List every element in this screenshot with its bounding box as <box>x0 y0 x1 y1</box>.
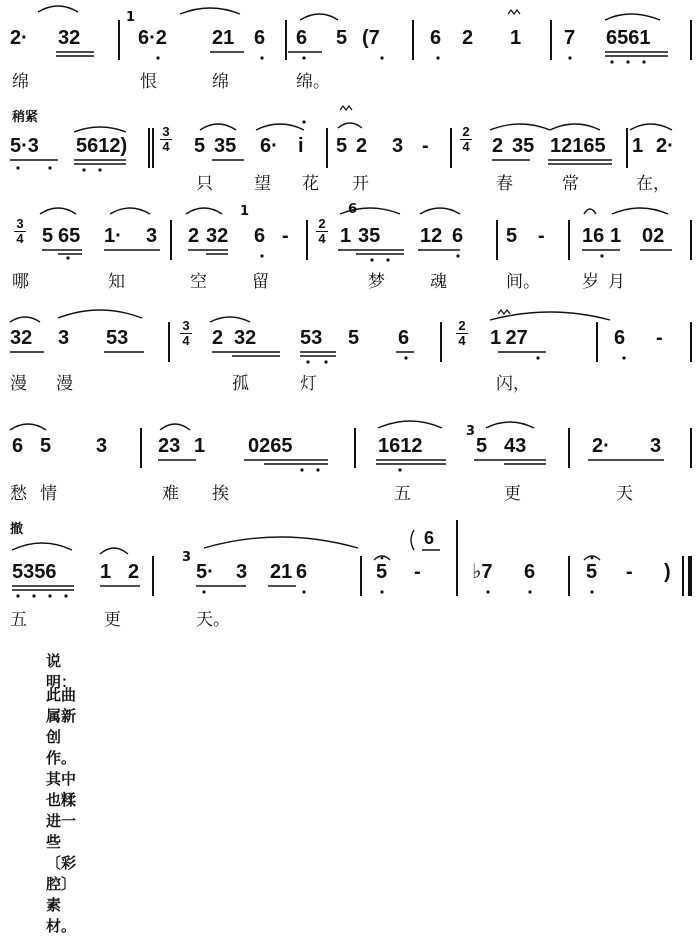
note-group: 2 <box>492 135 504 157</box>
note-group: 5 <box>194 135 206 157</box>
note-group: 6 <box>254 27 266 49</box>
barline <box>626 128 628 168</box>
grace-note: 6 <box>348 202 358 217</box>
note-group: ) <box>664 561 671 583</box>
note-group: 6 <box>430 27 442 49</box>
barline <box>690 322 692 362</box>
lyric: 哪 <box>12 272 29 292</box>
note-group: 3 <box>146 225 158 247</box>
barline <box>170 220 172 260</box>
note-group: 6 <box>254 225 266 247</box>
lyric: 天 <box>616 484 633 504</box>
barline <box>306 220 308 260</box>
lyric: 孤 <box>232 374 249 394</box>
note-group: 5 <box>348 327 360 349</box>
lyric: 天。 <box>196 610 230 630</box>
note-group: 1 <box>490 327 502 349</box>
note-group: 1612 <box>378 435 423 457</box>
note-group: 7 <box>564 27 576 49</box>
note-group: 1 <box>194 435 206 457</box>
note-group: 35 <box>214 135 237 157</box>
note-group: 6 <box>12 435 24 457</box>
time-signature: 2 4 <box>460 126 472 153</box>
note-group: 32 <box>58 27 81 49</box>
note-group: 3 <box>236 561 248 583</box>
grace-note: 3 <box>182 550 192 565</box>
barline <box>690 428 692 468</box>
barline <box>118 20 120 60</box>
lyric: 情 <box>40 484 57 504</box>
note-group: 6 <box>296 27 308 49</box>
note-group: i <box>298 135 304 157</box>
time-signature: 3 4 <box>180 320 192 347</box>
note-group: 3 <box>96 435 108 457</box>
grace-note: 1 <box>126 10 136 25</box>
barline <box>412 20 414 60</box>
note-group: 2 <box>212 327 224 349</box>
note-group: - <box>282 225 289 247</box>
barline <box>550 20 552 60</box>
score-row-3 <box>0 200 700 300</box>
note-group: 1 <box>340 225 352 247</box>
note-group: 5 <box>376 561 388 583</box>
lyric: 漫 <box>10 374 27 394</box>
lyric: 恨 <box>140 72 157 92</box>
note-group: - <box>422 135 429 157</box>
note-group: 53 <box>300 327 323 349</box>
grace-note: 1 <box>240 204 250 219</box>
lyric: 空 <box>190 272 207 292</box>
note-group: ♭7 <box>472 561 493 583</box>
note-group: 65 <box>58 225 81 247</box>
note-group: 5·3 <box>10 135 39 157</box>
barline <box>596 322 598 362</box>
lyric: 愁 <box>10 484 27 504</box>
lyric: 在， <box>636 174 670 194</box>
note-group: 2 <box>356 135 368 157</box>
note-group: 5356 <box>12 561 57 583</box>
note-group: 5· <box>196 561 214 583</box>
score-row-6 <box>0 510 700 640</box>
note-group: 5 <box>336 135 348 157</box>
lyric: 挨 <box>212 484 229 504</box>
time-signature: 2 4 <box>456 320 468 347</box>
lyric: 魂 <box>430 272 447 292</box>
note-group: 2· <box>656 135 674 157</box>
lyric: 只 <box>196 174 213 194</box>
final-barline <box>688 556 692 596</box>
lyric: 漫 <box>56 374 73 394</box>
note-group: 6561 <box>606 27 651 49</box>
note-group: 6 <box>452 225 464 247</box>
note-group: 6· <box>260 135 278 157</box>
note-group: 5 <box>42 225 54 247</box>
note-group: 6 <box>398 327 410 349</box>
lyric: 月 <box>608 272 625 292</box>
barline <box>440 322 442 362</box>
barline <box>148 128 150 168</box>
note-group: 5612) <box>76 135 128 157</box>
row-4-slurs <box>0 300 700 400</box>
note-group: 21 <box>270 561 293 583</box>
note-group: 2· <box>592 435 610 457</box>
barline <box>168 322 170 362</box>
note-group: 2 <box>128 561 140 583</box>
note-group: 27 <box>500 327 528 349</box>
ornament-mark: 撤 <box>10 522 24 537</box>
note-group: - <box>538 225 545 247</box>
note-group: 6 <box>424 528 435 548</box>
barline <box>568 220 570 260</box>
lyric: 五 <box>394 484 411 504</box>
note-group: 5 <box>586 561 598 583</box>
barline <box>496 220 498 260</box>
note-group: 6·2 <box>138 27 167 49</box>
note-group: 02 <box>642 225 665 247</box>
time-signature: 2 4 <box>316 218 328 245</box>
lyric: 绵。 <box>296 72 330 92</box>
note-group: 43 <box>504 435 527 457</box>
lyric: 更 <box>104 610 121 630</box>
score-row-1 <box>0 0 700 100</box>
lyric: 常 <box>562 174 579 194</box>
row-1-slurs <box>0 0 700 100</box>
score-row-5 <box>0 400 700 510</box>
tempo-mark: 稍紧 <box>12 110 39 125</box>
note-group: 1 <box>610 225 622 247</box>
note-group: - <box>414 561 421 583</box>
lyric: 花 <box>302 174 319 194</box>
barline <box>690 220 692 260</box>
lyric: 难 <box>162 484 179 504</box>
note-group: 35 <box>512 135 535 157</box>
note-body: 此曲属新创作。其中也糅进一些〔彩腔〕素材。 <box>46 686 77 935</box>
note-group: 32 <box>234 327 257 349</box>
note-group: 12165 <box>550 135 606 157</box>
lyric: 留 <box>252 272 269 292</box>
barline <box>568 428 570 468</box>
note-group: 5 <box>336 27 348 49</box>
note-group: 1 <box>632 135 644 157</box>
barline <box>450 128 452 168</box>
lyric: 开 <box>352 174 369 194</box>
score-row-2 <box>0 100 700 200</box>
note-group: 1 <box>100 561 112 583</box>
note-group: 21 <box>212 27 235 49</box>
note-group: 16 <box>582 225 605 247</box>
note-group: 1· <box>104 225 122 247</box>
note-group: 6 <box>524 561 536 583</box>
note-group: 5 <box>506 225 518 247</box>
barline <box>152 556 154 596</box>
lyric: 绵 <box>212 72 229 92</box>
note-group: 32 <box>10 327 33 349</box>
lyric: 五 <box>10 610 27 630</box>
note-group: 32 <box>206 225 229 247</box>
note-group: 6 <box>614 327 626 349</box>
lyric: 梦 <box>368 272 385 292</box>
note-group: 35 <box>358 225 381 247</box>
barline <box>682 556 684 596</box>
grace-note: 3 <box>466 424 476 439</box>
barline <box>140 428 142 468</box>
barline <box>152 128 154 168</box>
lyric: 望 <box>254 174 271 194</box>
time-signature: 3 4 <box>160 126 172 153</box>
lyric: 间。 <box>506 272 540 292</box>
lyric: 春 <box>496 174 513 194</box>
barline <box>285 20 287 60</box>
note-group: (7 <box>362 27 380 49</box>
barline <box>326 128 328 168</box>
note-group: 2· <box>10 27 28 49</box>
note-group: 3 <box>392 135 404 157</box>
barline <box>354 428 356 468</box>
note-group: 53 <box>106 327 129 349</box>
lyric: 更 <box>504 484 521 504</box>
note-group: 12 <box>420 225 443 247</box>
note-group: - <box>626 561 633 583</box>
note-group: 0265 <box>248 435 293 457</box>
lyric: 绵 <box>12 72 29 92</box>
barline <box>568 556 570 596</box>
barline <box>360 556 362 596</box>
note-group: 3 <box>650 435 662 457</box>
note-group: 6 <box>296 561 308 583</box>
lyric: 闪， <box>496 374 530 394</box>
note-group: 2 <box>188 225 200 247</box>
note-group: 23 <box>158 435 181 457</box>
note-group: 5 <box>40 435 52 457</box>
note-label: 说明： <box>46 652 77 691</box>
note-group: - <box>656 327 663 349</box>
lyric: 灯 <box>300 374 317 394</box>
time-signature: 3 4 <box>14 218 26 245</box>
note-group: 1 <box>510 27 522 49</box>
note-group: 2 <box>462 27 474 49</box>
note-group: 3 <box>58 327 70 349</box>
score-row-4 <box>0 300 700 400</box>
lyric: 岁 <box>582 272 599 292</box>
lyric: 知 <box>108 272 125 292</box>
barline <box>456 520 458 596</box>
barline <box>690 20 692 60</box>
note-group: 5 <box>476 435 488 457</box>
